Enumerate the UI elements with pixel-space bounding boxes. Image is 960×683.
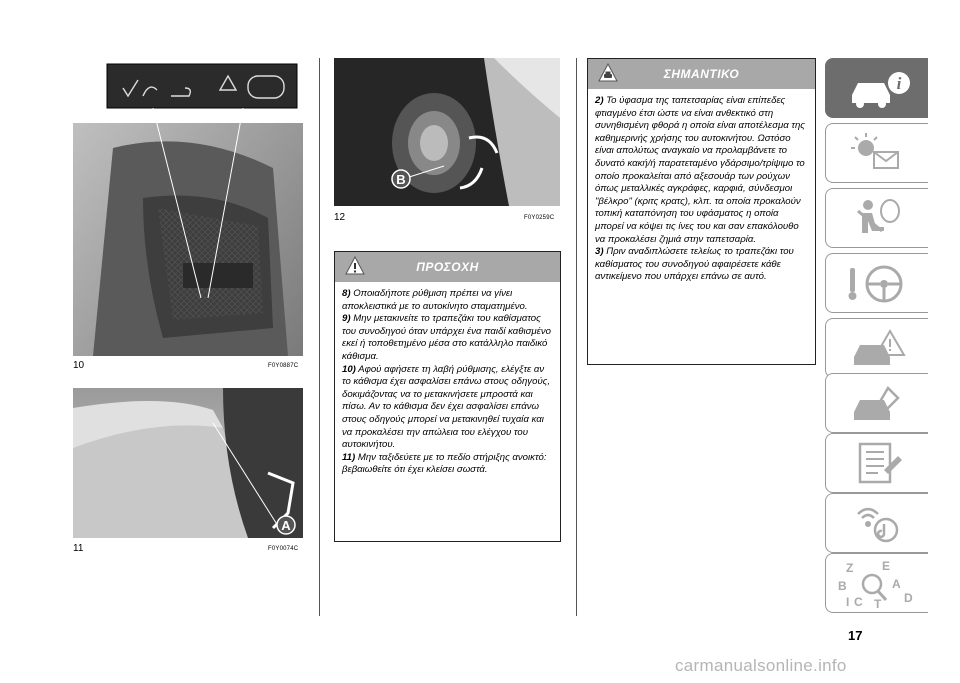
tab-warning-lights[interactable] — [825, 123, 928, 183]
watermark: carmanualsonline.info — [675, 656, 847, 675]
emergency-icon — [844, 325, 914, 373]
technical-data-icon — [844, 440, 914, 488]
caution-body — [342, 288, 554, 477]
figure-11-number: 11 — [73, 543, 84, 554]
multimedia-icon — [844, 500, 914, 548]
tab-multimedia[interactable] — [825, 493, 928, 553]
figure-10-code: F0Y0887C — [268, 363, 299, 369]
svg-text:I: I — [846, 595, 850, 609]
svg-text:Z: Z — [846, 561, 854, 575]
svg-text:D: D — [904, 591, 913, 605]
caution-item: 10) Αφού αφήσετε τη λαβή ρύθμισης, ελέγξτε αν το κάθισμα έχει ασφαλίσει επάνω στους οδηγούς, δοκιμάζοντας να το μετακινήσετε μπροστά και πίσω. Αν το κάθισμα δεν έχει ασφαλίσει επάνω στους οδηγούς μπορεί να μετακινηθεί τυχαία και να προκαλέσει την απώλεια του ελέγχου του αυτοκινήτου. — [342, 363, 551, 451]
marker-b-label: B — [396, 172, 406, 187]
important-body — [595, 95, 809, 284]
svg-text:i: i — [896, 74, 902, 93]
page-number: 17 — [848, 628, 863, 643]
figure-10-number: 10 — [73, 360, 85, 371]
tab-index[interactable] — [825, 553, 928, 613]
svg-text:A: A — [892, 577, 901, 591]
tab-car-info[interactable] — [825, 58, 928, 118]
steering-start-icon — [844, 260, 914, 308]
figure-10-image — [73, 58, 303, 356]
important-item: 2) Το ύφασμα της ταπετσαρίας είναι επίπεδες φτιαγμένο έτσι ώστε να είναι ανθεκτικό στη συνηθισμένη φθορά η οποία είναι αποτέλεσμα της καθημερινής χρήσης του αυτοκινήτου. Ωστόσο είναι απολύτως αναγκαίο να προλαμβάνετε το δυνατό κακή/ή παρατεταμένο γδάρσιμο/τρίψιμο το οποίο προκαλείται από αξεσουάρ των ρούχων όπως μεταλλικές αγκράφες, καρφιά, σύνδεσμοι "βέλκρο" (κριτς κρατς), κλπ. τα οποία προκαλούν τοπική καταπόνηση του υφάσματος η οποία μπορεί να κόψει τις ίνες του και σαν επακόλουθο να προκαλέσει ζημιά στην ταπετσαρία. — [595, 95, 805, 245]
marker-a-label: A — [281, 518, 291, 533]
important-item: 3) Πριν αναδιπλώσετε τελείως το τραπεζάκι του καθίσματος του συνοδηγού αφαιρέσετε κάθε αντικείμενο που υπάρχει επάνω σε αυτό. — [595, 246, 794, 283]
tab-emergency[interactable] — [825, 318, 928, 378]
caution-title: ΠΡΟΣΟΧΗ — [416, 260, 479, 274]
figure-12-number: 12 — [334, 212, 346, 223]
figure-11-image — [73, 388, 303, 538]
tab-starting-driving[interactable] — [825, 253, 928, 313]
caution-box — [334, 251, 561, 542]
svg-text:E: E — [882, 559, 891, 573]
maintenance-icon — [844, 380, 914, 428]
svg-text:T: T — [874, 597, 882, 611]
caution-item: 8) Οποιαδήποτε ρύθμιση πρέπει να γίνει αποκλειστικά με το αυτοκίνητο σταματημένο. — [342, 288, 528, 312]
tab-maintenance[interactable] — [825, 373, 928, 433]
warning-lights-icon — [844, 130, 914, 178]
tab-airbag-safety[interactable] — [825, 188, 928, 248]
figure-12-code: F0Y0259C — [524, 215, 555, 221]
index-icon — [838, 559, 914, 611]
important-title: ΣΗΜΑΝΤΙΚΟ — [663, 67, 740, 81]
svg-text:C: C — [854, 595, 863, 609]
svg-text:B: B — [838, 579, 847, 593]
column-divider-1 — [319, 58, 320, 616]
airbag-safety-icon — [844, 195, 914, 243]
important-box — [587, 58, 816, 365]
caution-header — [335, 252, 560, 282]
caution-item: 9) Μην μετακινείτε το τραπεζάκι του καθίσματος του συνοδηγού όταν υπάρχει ένα παιδί καθισμένο εκεί ή τοποθετημένο μέσα στο κατάλληλο παιδικό κάθισμα. — [342, 313, 551, 362]
car-info-icon — [844, 65, 914, 113]
column-divider-2 — [576, 58, 577, 616]
caution-item: 11) Μην ταξιδεύετε με το πεδίο στήριξης ανοικτό: βεβαιωθείτε ότι έχει κλείσει σωστά. — [342, 451, 547, 476]
figure-11-code: F0Y0074C — [268, 546, 299, 552]
important-header — [588, 59, 815, 89]
tab-technical-data[interactable] — [825, 433, 928, 493]
figure-12-image — [334, 58, 560, 206]
